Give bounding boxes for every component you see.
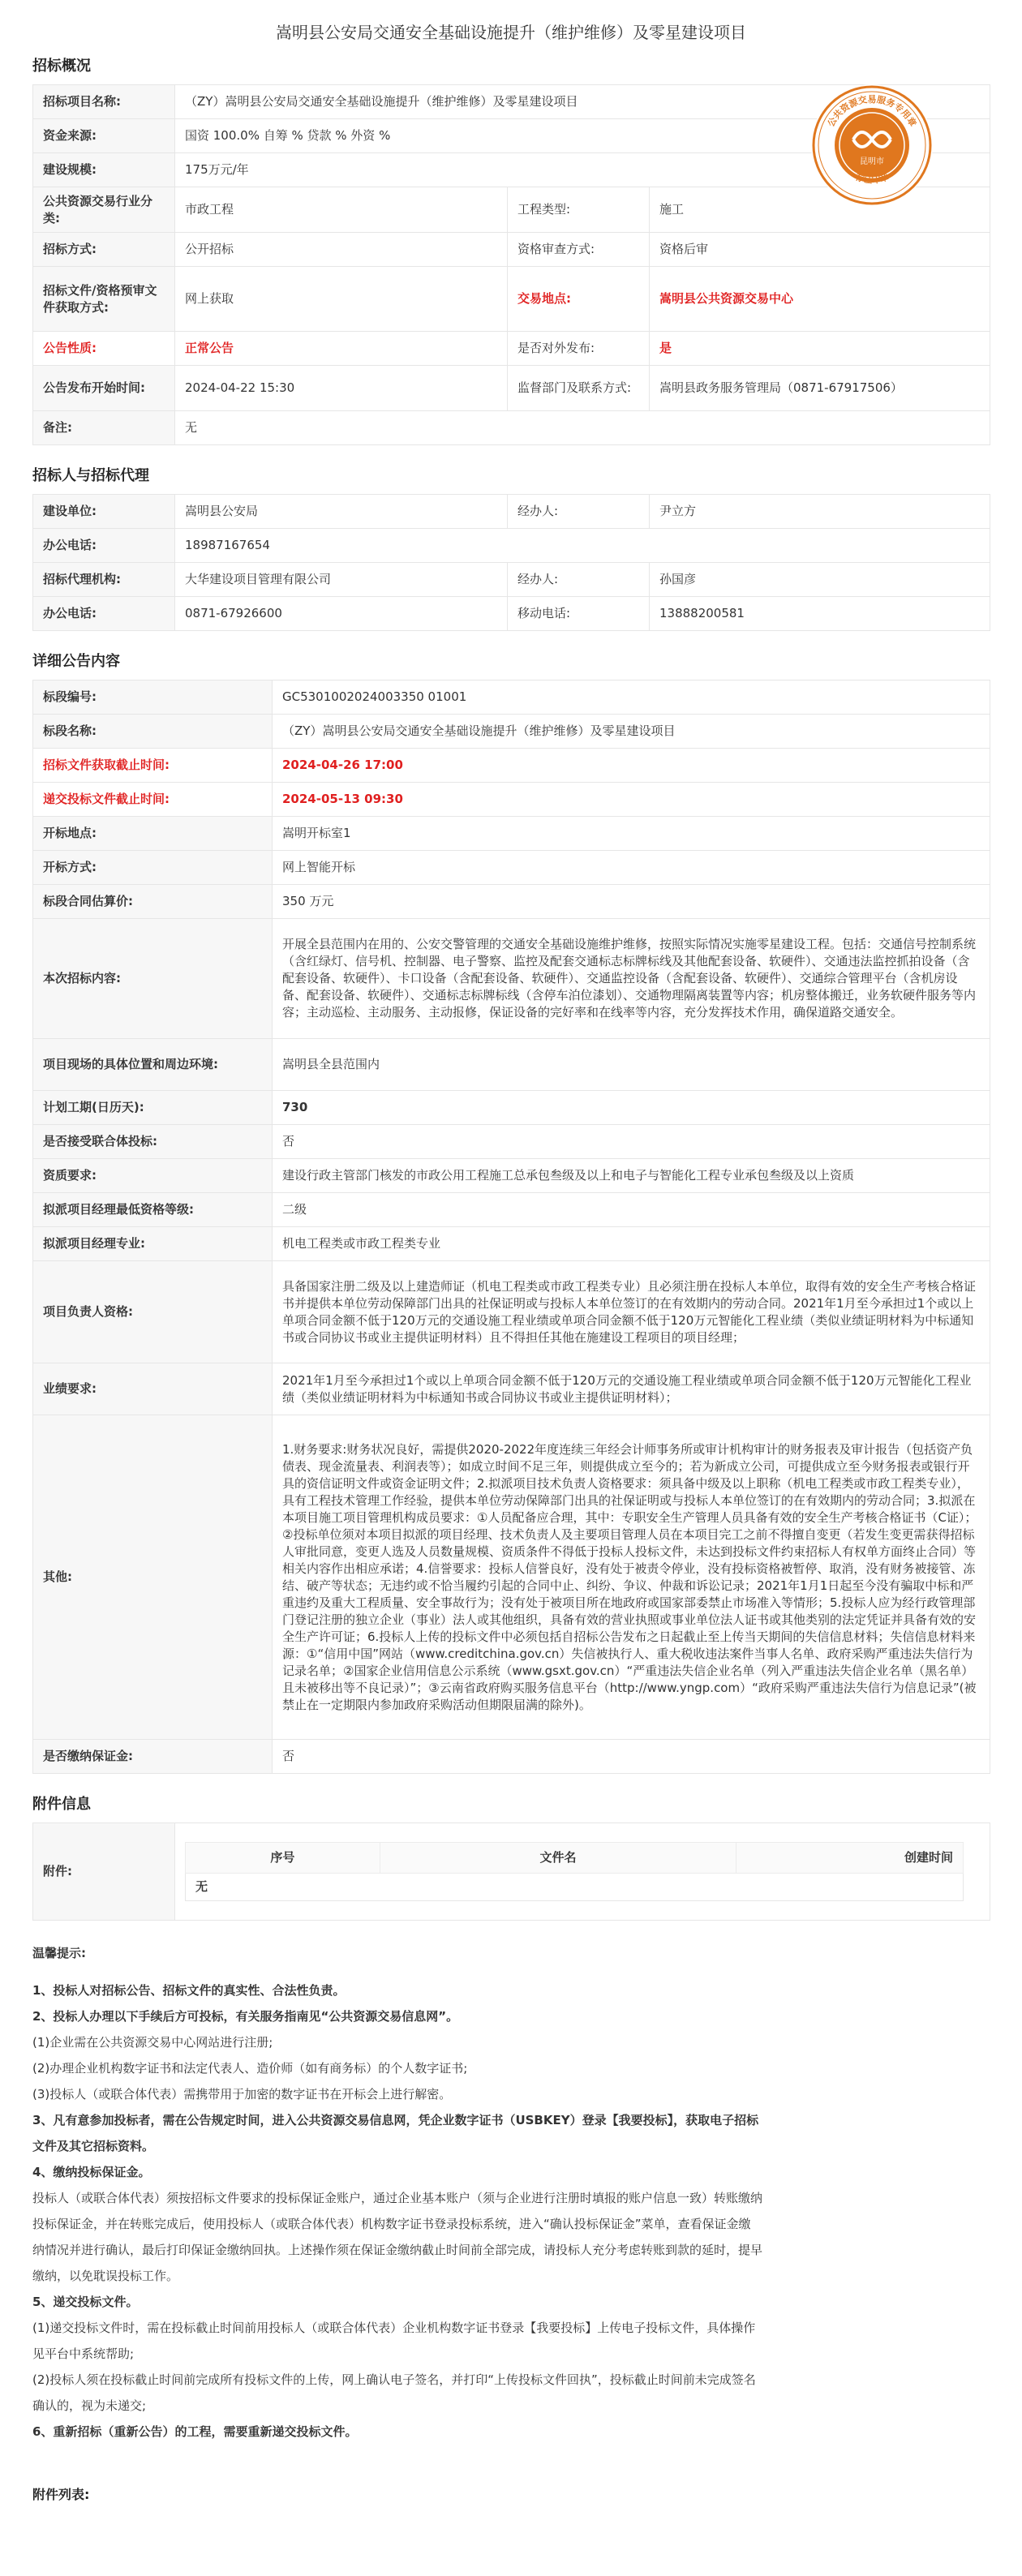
leader-label: 项目负责人资格: bbox=[33, 1261, 273, 1363]
project-name: （ZY）嵩明县公安局交通安全基础设施提升（维护维修）及零星建设项目 bbox=[175, 85, 990, 119]
deposit: 否 bbox=[273, 1740, 990, 1774]
agent-section-title: 招标人与招标代理 bbox=[32, 467, 149, 484]
qualification-label: 资质要求: bbox=[33, 1159, 273, 1193]
attachment-label: 附件: bbox=[33, 1823, 175, 1921]
attachment-section-title: 附件信息 bbox=[32, 1796, 91, 1813]
seal-center-text: 昆明市 bbox=[860, 157, 884, 166]
fund-source: 国资 100.0% 自筹 % 贷款 % 外资 % bbox=[175, 119, 990, 153]
agency: 大华建设项目管理有限公司 bbox=[175, 563, 508, 597]
detail-section-title: 详细公告内容 bbox=[32, 653, 120, 670]
notice-line-10: (1)递交投标文件时，需在投标截止时间前用投标人（或联合体代表）企业机构数字证书登录【我要投标】上传电子投标文件，具体操作见平台中系统帮助; bbox=[32, 2321, 756, 2361]
attachment-empty: 无 bbox=[186, 1874, 964, 1901]
nature-label: 公告性质: bbox=[33, 332, 175, 366]
open-place-label: 开标地点: bbox=[33, 817, 273, 851]
attachment-list-title: 附件列表: bbox=[32, 2487, 90, 2502]
notice-line-1: 1、投标人对招标公告、招标文件的真实性、合法性负责。 bbox=[32, 1983, 346, 1998]
page-title: 嵩明县公安局交通安全基础设施提升（维护维修）及零星建设项目 bbox=[276, 23, 746, 42]
fund-source-label: 资金来源: bbox=[33, 119, 175, 153]
estimate: 350 万元 bbox=[273, 885, 990, 919]
pm-major: 机电工程类或市政工程类专业 bbox=[273, 1227, 990, 1261]
notice-block bbox=[32, 1940, 762, 2445]
method: 公开招标 bbox=[175, 233, 508, 267]
project-name-label: 招标项目名称: bbox=[33, 85, 175, 119]
external-label: 是否对外发布: bbox=[508, 332, 650, 366]
notice-line-5: (3)投标人（或联合体代表）需携带用于加密的数字证书在开标会上进行解密。 bbox=[32, 2087, 452, 2102]
notice-line-9: 5、递交投标文件。 bbox=[32, 2295, 139, 2309]
submit-deadline: 2024-05-13 09:30 bbox=[273, 783, 990, 817]
notice-line-2: 2、投标人办理以下手续后方可投标，有关服务指南见“公共资源交易信息网”。 bbox=[32, 2009, 459, 2024]
open-method: 网上智能开标 bbox=[273, 851, 990, 885]
consortium: 否 bbox=[273, 1125, 990, 1159]
doc-get-label: 招标文件/资格预审文件获取方式: bbox=[33, 267, 175, 332]
notice-title: 温馨提示: bbox=[32, 1946, 86, 1960]
official-seal bbox=[811, 84, 933, 206]
phone-label: 办公电话: bbox=[33, 529, 175, 563]
remark-label: 备注: bbox=[33, 411, 175, 445]
scale-label: 建设规模: bbox=[33, 153, 175, 187]
category: 市政工程 bbox=[175, 187, 508, 233]
code: GC5301002024003350 01001 bbox=[273, 680, 990, 715]
agency-handler-label: 经办人: bbox=[508, 563, 650, 597]
seal-top-text: 公共资源交易服务专用章 bbox=[825, 94, 919, 129]
unit: 嵩明县公安局 bbox=[175, 495, 508, 529]
seal-bottom-text: 存证印章 bbox=[853, 171, 891, 186]
attachment-table bbox=[32, 1823, 990, 1921]
open-method-label: 开标方式: bbox=[33, 851, 273, 885]
col-time: 创建时间 bbox=[736, 1843, 964, 1874]
agency-label: 招标代理机构: bbox=[33, 563, 175, 597]
performance: 2021年1月至今承担过1个或以上单项合同金额不低于120万元的交通设施工程业绩或单项合同金额不低于120万元智能化工程业绩（类似业绩证明材料为中标通知书或合同协议书或业主提供证明材料）； bbox=[273, 1363, 990, 1415]
estimate-label: 标段合同估算价: bbox=[33, 885, 273, 919]
eng-type: 施工 bbox=[650, 187, 990, 233]
review: 资格后审 bbox=[650, 233, 990, 267]
pm-major-label: 拟派项目经理专业: bbox=[33, 1227, 273, 1261]
period: 730 bbox=[273, 1091, 990, 1125]
other: 1.财务要求:财务状况良好，需提供2020-2022年度连续三年经会计师事务所或审计机构审计的财务报表及审计报告（包括资产负债表、现金流量表、利润表等）；如成立时间不足三年，则提供成立至今的；若为新成立公司，可提供成立至今财务报表或银行开具的资信证明文件或资金证明文件；2.拟派项目技术负责人资格要求：须具备中级及以上职称（机电工程类或市政工程类专业），具有工程技术管理工作经验，提供本单位劳动保障部门出具的社保证明或与投标人本单位签订的在有效期内的劳动合同；3.拟派在本项目施工项目管理机构成员要求：①人员配备应合理，其中：专职安全生产管理人员具备有效的安全生产考核合格证书（C证）；②投标单位须对本项目拟派的项目经理、技术负责人及主要项目管理人员在本项目完工之前不得擅自变更（若发生变更需获得招标人审批同意，变更人选及人员数量规模、资质条件不得低于投标人投标文件，未达到投标文件约束招标人有权单方面终止合同）等相关内容作出相应承诺；4.信誉要求：投标人信誉良好，没有处于被责令停业，没有投标资格被暂停、取消，没有财务被接管、冻结、破产等状态；无违约或不恰当履约引起的合同中止、纠纷、争议、仲裁和诉讼记录；2021年1月1日起至今没有骗取中标和严重违约及重大工程质量、安全事故行为；没有处于被项目所在地政府或国家部委禁止市场准入等情形；5.投标人应为经行政管理部门登记注册的独立企业（事业）法人或其他组织，具备有效的营业执照或事业单位法人证书或其他类别的法定凭证并具备有效的安全生产许可证；6.投标人上传的投标文件中必须包括自招标公告发布之日起截止至上传当天期间的失信信息材料；失信信息材料来源：①“信用中国”网站（www.creditchina.gov.cn）失信被执行人、重大税收违法案件当事人名单、政府采购严重违法失信行为记录名单；②国家企业信用信息公示系统（www.gsxt.gov.cn）“严重违法失信企业名单（列入严重违法失信企业名单（黑名单）且未被移出等不良记录）”；③云南省政府购买服务信息平台（http://www.yngp.com）“政府采购严重违法失信行为信息记录”(被禁止在一定期限内参加政府采购活动但期限届满的除外)。 bbox=[273, 1415, 990, 1740]
agency-phone-label: 办公电话: bbox=[33, 597, 175, 631]
period-label: 计划工期(日历天): bbox=[33, 1091, 273, 1125]
review-label: 资格审查方式: bbox=[508, 233, 650, 267]
venue: 嵩明县公共资源交易中心 bbox=[650, 267, 990, 332]
consortium-label: 是否接受联合体投标: bbox=[33, 1125, 273, 1159]
eng-type-label: 工程类型: bbox=[508, 187, 650, 233]
notice-line-8: 投标人（或联合体代表）须按招标文件要求的投标保证金账户，通过企业基本账户（须与企业进行注册时填报的账户信息一致）转账缴纳投标保证金，并在转账完成后，使用投标人（或联合体代表）机构数字证书登录投标系统，进入“确认投标保证金”菜单，查看保证金缴纳情况并进行确认，最后打印保证金缴纳回执。上述操作须在保证金缴纳截止时间前全部完成，请投标人充分考虑转账到款的延时，提早缴纳，以免耽误投标工作。 bbox=[32, 2191, 763, 2283]
other-label: 其他: bbox=[33, 1415, 273, 1740]
attachment-inner-table bbox=[185, 1842, 964, 1901]
deposit-label: 是否缴纳保证金: bbox=[33, 1740, 273, 1774]
method-label: 招标方式: bbox=[33, 233, 175, 267]
agency-phone: 0871-67926600 bbox=[175, 597, 508, 631]
category-label: 公共资源交易行业分类: bbox=[33, 187, 175, 233]
submit-deadline-label: 递交投标文件截止时间: bbox=[33, 783, 273, 817]
location-label: 项目现场的具体位置和周边环境: bbox=[33, 1039, 273, 1091]
external: 是 bbox=[650, 332, 990, 366]
publish-time-label: 公告发布开始时间: bbox=[33, 366, 175, 411]
notice-line-12: 6、重新招标（重新公告）的工程，需要重新递交投标文件。 bbox=[32, 2424, 358, 2439]
doc-deadline-label: 招标文件获取截止时间: bbox=[33, 749, 273, 783]
mobile: 13888200581 bbox=[650, 597, 990, 631]
remark: 无 bbox=[175, 411, 990, 445]
notice-line-4: (2)办理企业机构数字证书和法定代表人、造价师（如有商务标）的个人数字证书; bbox=[32, 2061, 468, 2076]
mobile-label: 移动电话: bbox=[508, 597, 650, 631]
notice-line-11: (2)投标人须在投标截止时间前完成所有投标文件的上传，网上确认电子签名，并打印“上传投标文件回执”，投标截止时间前未完成签名确认的，视为未递交; bbox=[32, 2372, 756, 2413]
agency-handler: 孙国彦 bbox=[650, 563, 990, 597]
overview-section-title: 招标概况 bbox=[32, 58, 91, 75]
code-label: 标段编号: bbox=[33, 680, 273, 715]
doc-get: 网上获取 bbox=[175, 267, 508, 332]
agent-table bbox=[32, 494, 990, 631]
performance-label: 业绩要求: bbox=[33, 1363, 273, 1415]
qualification: 建设行政主管部门核发的市政公用工程施工总承包叁级及以上和电子与智能化工程专业承包叁级及以上资质 bbox=[273, 1159, 990, 1193]
phone: 18987167654 bbox=[175, 529, 990, 563]
notice-line-3: (1)企业需在公共资源交易中心网站进行注册; bbox=[32, 2035, 273, 2050]
handler: 尹立方 bbox=[650, 495, 990, 529]
doc-deadline: 2024-04-26 17:00 bbox=[273, 749, 990, 783]
pm-level: 二级 bbox=[273, 1193, 990, 1227]
supervisor-label: 监督部门及联系方式: bbox=[508, 366, 650, 411]
scale: 175万元/年 bbox=[175, 153, 990, 187]
publish-time: 2024-04-22 15:30 bbox=[175, 366, 508, 411]
detail-table bbox=[32, 680, 990, 1774]
notice-line-6: 3、凡有意参加投标者，需在公告规定时间，进入公共资源交易信息网，凭企业数字证书（USBKEY）登录【我要投标】，获取电子招标文件及其它招标资料。 bbox=[32, 2113, 759, 2153]
section-name-label: 标段名称: bbox=[33, 715, 273, 749]
supervisor: 嵩明县政务服务管理局（0871-67917506） bbox=[650, 366, 990, 411]
notice-line-7: 4、缴纳投标保证金。 bbox=[32, 2165, 151, 2179]
venue-label: 交易地点: bbox=[508, 267, 650, 332]
open-place: 嵩明开标室1 bbox=[273, 817, 990, 851]
content: 开展全县范围内在用的、公安交警管理的交通安全基础设施维护维修，按照实际情况实施零星建设工程。包括：交通信号控制系统（含红绿灯、信号机、控制器、电子警察、监控及配套交通标志标牌标线及其他配套设备、软硬件）、交通违法监控抓拍设备（含配套设备、软硬件）、卡口设备（含配套设备、软硬件）、交通监控设备（含配套设备、软硬件）、交通综合管理平台（含机房设备、配套设备、软硬件）、交通标志标牌标线（含停车泊位漆划）、交通物理隔离装置等内容；机房整体搬迁，业务软硬件服务等内容；主动巡检、主动服务、主动报修，保证设备的完好率和在线率等内容，充分发挥技术作用，确保道路交通安全。 bbox=[273, 919, 990, 1039]
col-no: 序号 bbox=[186, 1843, 380, 1874]
location: 嵩明县全县范围内 bbox=[273, 1039, 990, 1091]
pm-level-label: 拟派项目经理最低资格等级: bbox=[33, 1193, 273, 1227]
handler-label: 经办人: bbox=[508, 495, 650, 529]
seal-graphic bbox=[811, 84, 933, 206]
content-label: 本次招标内容: bbox=[33, 919, 273, 1039]
unit-label: 建设单位: bbox=[33, 495, 175, 529]
col-name: 文件名 bbox=[380, 1843, 736, 1874]
leader: 具备国家注册二级及以上建造师证（机电工程类或市政工程类专业）且必须注册在投标人本单位，取得有效的安全生产考核合格证书并提供本单位劳动保障部门出具的社保证明或与投标人本单位签订的在有效期内的劳动合同。2021年1月至今承担过1个或以上单项合同金额不低于120万元的交通设施工程业绩或单项合同金额不低于120万元智能化工程业绩（类似业绩证明材料为中标通知书或合同协议书或业主提供证明材料）且不得担任其他在施建设工程项目的项目经理； bbox=[273, 1261, 990, 1363]
nature: 正常公告 bbox=[175, 332, 508, 366]
section-name: （ZY）嵩明县公安局交通安全基础设施提升（维护维修）及零星建设项目 bbox=[273, 715, 990, 749]
